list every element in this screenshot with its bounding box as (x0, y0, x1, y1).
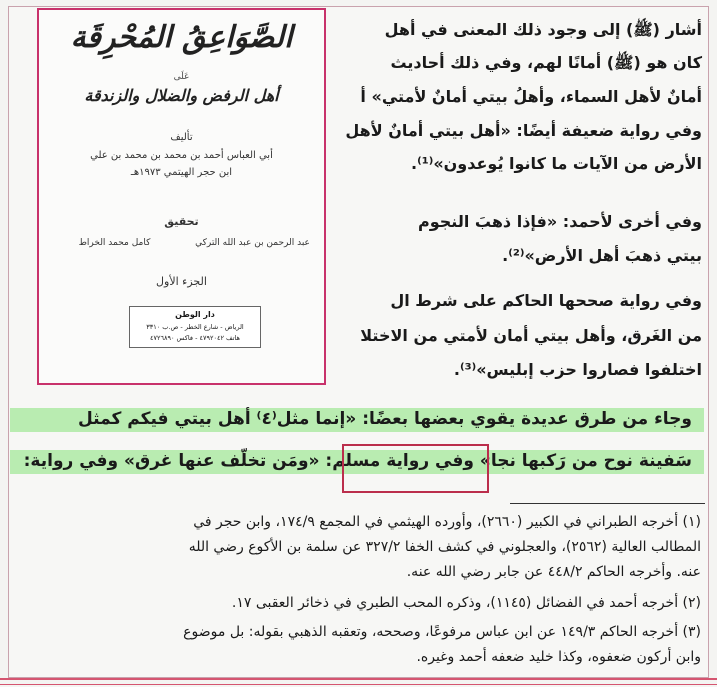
footnote-1-line-3: عنه. وأخرجه الحاكم ٤٤٨/٢ عن جابر رضي الله عنه. (406, 564, 701, 580)
publisher-name: دار الوطن (175, 310, 215, 319)
body-line-1: أشار (ﷺ) إلى وجود ذلك المعنى في أهل (384, 20, 702, 39)
red-annotation-box (342, 444, 489, 493)
publisher-box (129, 306, 261, 348)
cover-subtitle: أهل الرفض والضلال والزندقة (84, 86, 279, 105)
cover-editor-1: عبد الرحمن بن عبد الله التركي (195, 238, 310, 248)
footnote-1-line-1: (١) أخرجه الطبراني في الكبير (٢٦٦٠)، وأورده الهيثمي في المجمع ١٧٤/٩، وابن حجر في (193, 514, 701, 530)
footnote-3-line-2: وابن أركون ضعفوه، وكذا خليد ضعفه أحمد وغيره. (416, 649, 701, 665)
footnote-1-line-2: المطالب العالية (٢٥٦٢)، والعجلوني في كشف الخفا ٣٢٧/٢ عن سلمة بن الأكوع رضي الله (188, 539, 701, 555)
body-line-6: وفي أخرى لأحمد: «فإذا ذهبَ النجوم (418, 212, 702, 231)
body-line-8: وفي رواية صححها الحاكم على شرط ال (390, 291, 702, 310)
footnote-3-line-1: (٣) أخرجه الحاكم ١٤٩/٣ عن ابن عباس مرفوعًا، وصححه، وتعقبه الذهبي بقوله: بل موضوع (183, 624, 701, 640)
cover-authorship-label: تأليف (170, 132, 193, 143)
cover-ala: عَلَى (173, 72, 190, 82)
footnote-2: (٢) أخرجه أحمد في الفضائل (١١٤٥)، وذكره المحب الطبري في ذخائر العقبى ١٧. (231, 595, 701, 611)
highlight-line-1: وجاء من طرق عديدة يقوي بعضها بعضًا: «إنما مثل⁽٤⁾ أهل بيتي فيكم كمثل (77, 409, 692, 429)
cover-editor-2: كامل محمد الخراط (78, 238, 151, 248)
publisher-phone: هاتف ٤٧٩٢٠٤٢ - فاكس ٤٧٢٦٨٩٠ (150, 334, 240, 342)
cover-title: الصَّوَاعِقُ المُحْرِقَة (70, 20, 293, 55)
bottom-rule (0, 678, 717, 685)
body-line-10: اختلفوا فصاروا حزب إبليس»⁽³⁾. (453, 360, 702, 379)
body-line-5: الأرض من الآيات ما كانوا يُوعدون»⁽¹⁾. (411, 154, 702, 173)
body-line-7: بيتي ذهبَ أهل الأرض»⁽²⁾. (502, 246, 702, 265)
highlight-line-2: سَفينة نوح من رَكبها نجا» وفي رواية مسلم: «ومَن تخلّف عنها غرق» وفي رواية: (23, 451, 692, 471)
cover-editing-label: تحقيق (164, 215, 199, 228)
cover-author-line-2: ابن حجر الهيتمي ١٩٧٣هـ (130, 167, 233, 178)
footnote-divider (510, 503, 705, 504)
cover-volume: الجزء الأول (156, 275, 207, 288)
book-cover (37, 8, 326, 385)
highlight-band-1 (10, 408, 704, 432)
body-line-4: وفي رواية ضعيفة أيضًا: «أهل بيتي أمانٌ لأهل (345, 121, 702, 140)
body-line-2: كان هو (ﷺ) أمانًا لهم، وفي ذلك أحاديث (390, 53, 702, 72)
cover-author-line-1: أبي العباس أحمد بن محمد بن محمد بن علي (90, 150, 273, 161)
body-line-3: أمانٌ لأهل السماء، وأهلُ بيتي أمانٌ لأمتي» أ (360, 87, 702, 106)
publisher-address: الرياض - شارع الخطر - ص.ب ٣٣١٠ (146, 323, 244, 331)
body-line-9: من الغَرق، وأهل بيتي أمان لأمتي من الاختلا (360, 326, 702, 345)
